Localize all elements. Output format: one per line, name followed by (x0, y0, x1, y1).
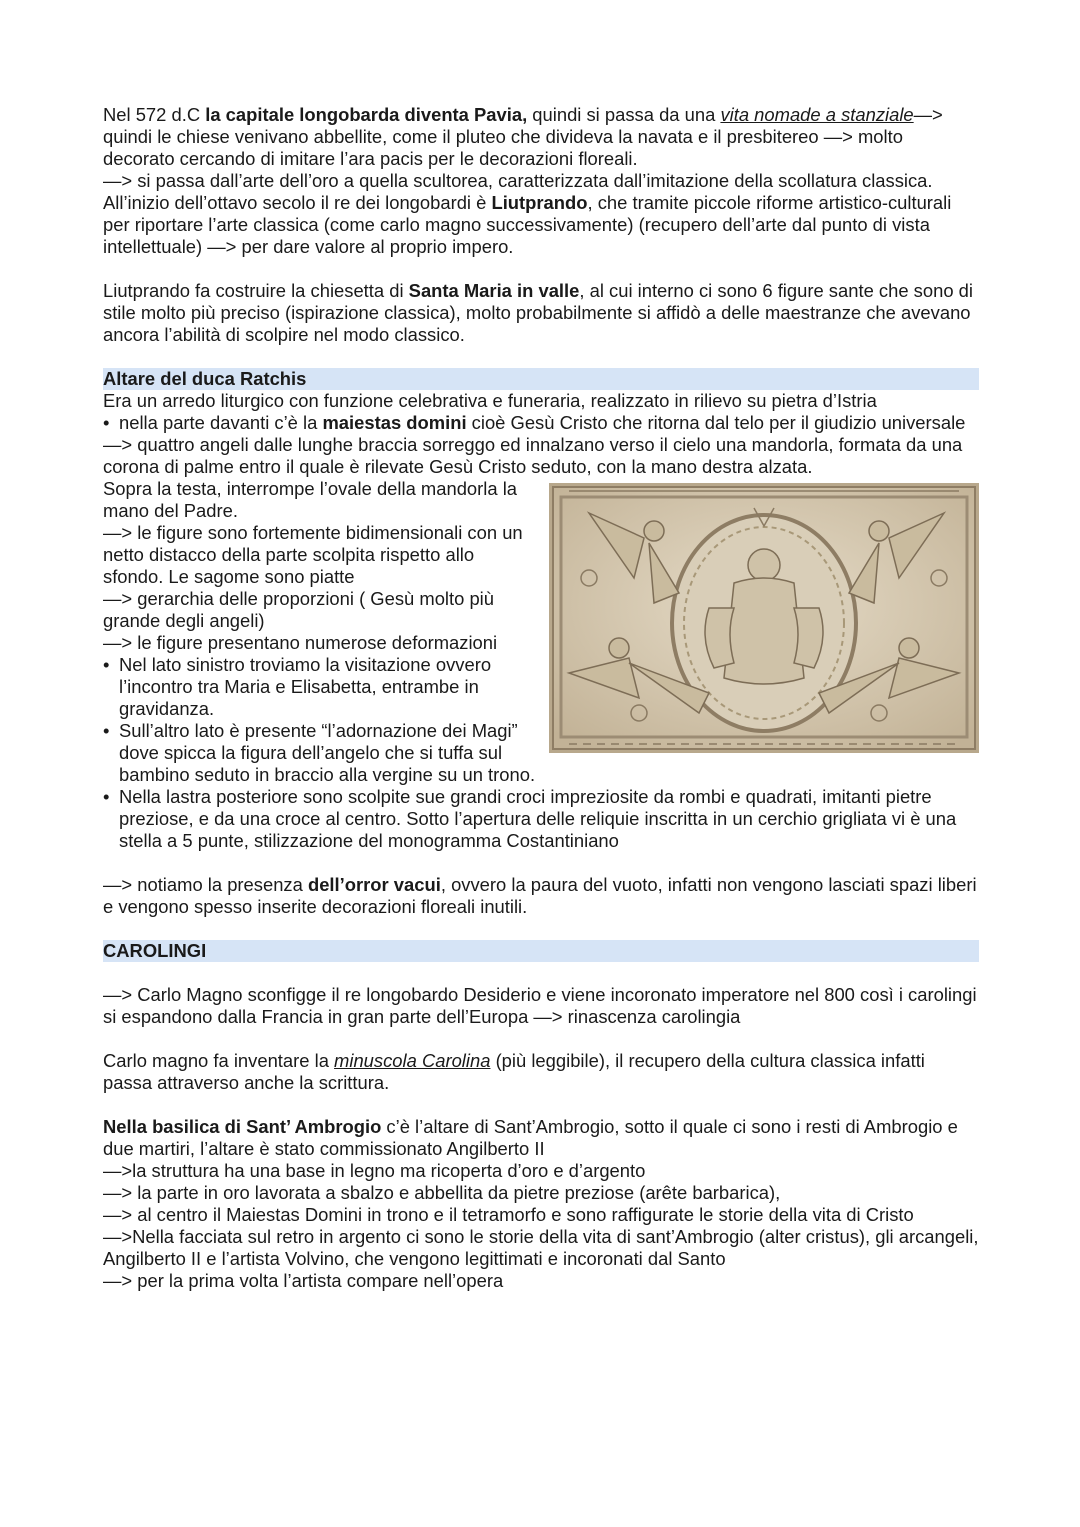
bold-text: Nella basilica di Sant’ Ambrogio (103, 1116, 382, 1137)
section-heading-carolingi: CAROLINGI (103, 940, 979, 962)
paragraph-deformazioni: —> le figure presentano numerose deformazioni (103, 632, 498, 653)
document-body (103, 104, 979, 1292)
text: , al cui interno ci sono 6 figure sante che sono di stile molto più preciso (ispirazione classica), molto probabilmente si affidò a delle maestranze che avevano ancora l’abilità di scolpire nel modo classico. (103, 280, 973, 345)
text: c’è l’altare di Sant’Ambrogio, sotto il quale ci sono i resti di Ambrogio e due martiri, l’altare è stato commissionato Angilberto II (103, 1116, 958, 1159)
text: —> quindi le chiese venivano abbellite, come il pluteo che divideva la navata e il presbitereo —> molto decorato cercando di imitare l’ara pacis per le decorazioni floreali. (103, 104, 943, 169)
line-maiestas: —> al centro il Maiestas Domini in trono e il tetramorfo e sono raffigurate le storie della vita di Cristo (103, 1204, 914, 1225)
text: All’inizio dell’ottavo secolo il re dei longobardi è (103, 192, 492, 213)
bullet-visitazione: • Nel lato sinistro troviamo la visitazione ovvero l’incontro tra Maria e Elisabetta, entrambe in gravidanza. (103, 654, 979, 720)
paragraph-arte-oro: —> si passa dall’arte dell’oro a quella scultorea, caratterizzata dall’imitazione della scollatura classica. (103, 170, 933, 191)
paragraph-sant-ambrogio (103, 1116, 979, 1160)
text: Nel 572 d.C (103, 104, 206, 125)
bullet-lastra-posteriore: • Nella lastra posteriore sono scolpite sue grandi croci impreziosite da rombi e quadrati, imitanti pietre preziose, e da una croce al centro. Sotto l’apertura delle reliquie inscritta in un cerchio grigliata vi è una stella a 5 punte, stilizzazione del monogramma Costantiniano (103, 786, 979, 852)
paragraph-minuscola (103, 1050, 979, 1094)
text: , ovvero la paura del vuoto, infatti non vengono lasciati spazi liberi e vengono spesso inserite decorazioni floreali inutili. (103, 874, 977, 917)
text: Liutprando fa costruire la chiesetta di (103, 280, 409, 301)
bullet-maiestas (103, 412, 979, 434)
paragraph-pavia (103, 104, 979, 170)
paragraph-santa-maria (103, 280, 979, 346)
bullet-magi: • Sull’altro lato è presente “l’adornazione dei Magi” dove spicca la figura dell’angelo che si tuffa sul bambino seduto in braccio alla vergine su un trono. (103, 720, 979, 786)
paragraph-gerarchia: —> gerarchia delle proporzioni ( Gesù molto più grande degli angeli) (103, 588, 494, 631)
text: cioè Gesù Cristo che ritorna dal telo per il giudizio universale (466, 412, 966, 433)
paragraph-horror-vacui (103, 874, 979, 918)
text: quindi si passa da una (527, 104, 721, 125)
paragraph-bidimensionali: —> le figure sono fortemente bidimensionali con un netto distacco della parte scolpita rispetto allo sfondo. Le sagome sono piatte (103, 522, 523, 587)
line-struttura: —>la struttura ha una base in legno ma ricoperta d’oro e d’argento (103, 1160, 646, 1181)
underlined-text: minuscola Carolina (334, 1050, 491, 1071)
bold-text: Santa Maria in valle (408, 280, 580, 301)
text: nella parte davanti c’è la (119, 412, 323, 433)
paragraph-ratchis-intro: Era un arredo liturgico con funzione celebrativa e funeraria, realizzato in rilievo su pietra d’Istria (103, 390, 877, 411)
line-facciata-retro: —>Nella facciata sul retro in argento ci sono le storie della vita di sant’Ambrogio (alter cristus), gli arcangeli, Angilberto II e l’artista Volvino, che vengono legittimati e incoronati dal Santo (103, 1226, 979, 1269)
underlined-text: vita nomade a stanziale (720, 104, 914, 125)
line-artista: —> per la prima volta l’artista compare nell’opera (103, 1270, 504, 1291)
paragraph-carlo-magno: —> Carlo Magno sconfigge il re longobardo Desiderio e viene incoronato imperatore nel 800 così i carolingi si espandono dalla Francia in gran parte dell’Europa —> rinascenza carolingia (103, 984, 977, 1027)
bold-text: maiestas domini (322, 412, 467, 433)
paragraph-angeli: —> quattro angeli dalle lunghe braccia sorreggo ed innalzano verso il cielo una mandorla, formata da una corona di palme entro il quale è rilevate Gesù Cristo seduto, con la mano destra alzata. (103, 434, 963, 477)
bold-text: la capitale longobarda diventa Pavia, (205, 104, 528, 125)
text: , che tramite piccole riforme artistico-culturali per riportare l’arte classica (come carlo magno successivamente) (recupero dell’arte dal punto di vista intellettuale) —> per dare valore al proprio impero. (103, 192, 952, 257)
bold-text: Liutprando (491, 192, 588, 213)
paragraph-liutprando (103, 192, 979, 258)
paragraph-sopra-testa: Sopra la testa, interrompe l’ovale della mandorla la mano del Padre. (103, 478, 518, 521)
text: Carlo magno fa inventare la (103, 1050, 335, 1071)
text: (più leggibile), il recupero della cultura classica infatti passa attraverso anche la scrittura. (103, 1050, 925, 1093)
line-parte-oro: —> la parte in oro lavorata a sbalzo e abbellita da pietre preziose (arête barbarica), (103, 1182, 781, 1203)
section-heading-ratchis: Altare del duca Ratchis (103, 368, 979, 390)
text: —> notiamo la presenza (103, 874, 308, 895)
bold-text: dell’orror vacui (307, 874, 441, 895)
